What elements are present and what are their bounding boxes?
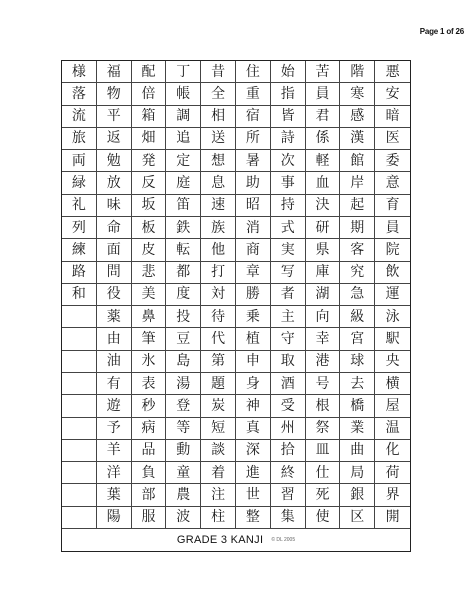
kanji-cell: 他 <box>201 239 236 261</box>
kanji-cell: 福 <box>97 61 132 83</box>
kanji-cell-blank <box>62 373 97 395</box>
kanji-sheet <box>61 60 411 552</box>
kanji-cell: 神 <box>236 395 271 417</box>
kanji-cell: 様 <box>62 61 97 83</box>
kanji-cell: 族 <box>201 217 236 239</box>
kanji-cell: 代 <box>201 328 236 350</box>
kanji-cell: 持 <box>271 195 306 217</box>
kanji-cell: 動 <box>166 440 201 462</box>
kanji-cell: 両 <box>62 150 97 172</box>
kanji-cell: 度 <box>166 284 201 306</box>
kanji-cell: 医 <box>375 128 410 150</box>
kanji-cell: 陽 <box>97 507 132 529</box>
kanji-cell: 油 <box>97 351 132 373</box>
kanji-cell-blank <box>62 395 97 417</box>
kanji-cell: 悲 <box>132 262 167 284</box>
kanji-cell: 開 <box>375 507 410 529</box>
kanji-cell: 血 <box>306 172 341 194</box>
kanji-cell: 丁 <box>166 61 201 83</box>
kanji-cell: 使 <box>306 507 341 529</box>
kanji-cell: 式 <box>271 217 306 239</box>
kanji-cell: 銀 <box>340 484 375 506</box>
kanji-cell-blank <box>62 351 97 373</box>
kanji-cell: 箱 <box>132 106 167 128</box>
kanji-cell: 県 <box>306 239 341 261</box>
kanji-cell: 筆 <box>132 328 167 350</box>
kanji-grid <box>62 61 410 529</box>
kanji-cell: 都 <box>166 262 201 284</box>
kanji-cell: 橋 <box>340 395 375 417</box>
kanji-cell: 根 <box>306 395 341 417</box>
kanji-cell-blank <box>62 306 97 328</box>
kanji-cell: 期 <box>340 217 375 239</box>
kanji-cell: 整 <box>236 507 271 529</box>
kanji-cell: 委 <box>375 150 410 172</box>
kanji-cell: 問 <box>97 262 132 284</box>
page-number-label: Page 1 of 26 <box>419 27 464 36</box>
kanji-cell-blank <box>62 462 97 484</box>
kanji-cell: 薬 <box>97 306 132 328</box>
kanji-cell: 究 <box>340 262 375 284</box>
kanji-cell: 湖 <box>306 284 341 306</box>
kanji-cell: 息 <box>201 172 236 194</box>
kanji-cell: 昭 <box>236 195 271 217</box>
kanji-cell: 宮 <box>340 328 375 350</box>
kanji-cell: 葉 <box>97 484 132 506</box>
kanji-cell: 宿 <box>236 106 271 128</box>
kanji-cell: 取 <box>271 351 306 373</box>
kanji-cell: 談 <box>201 440 236 462</box>
kanji-cell: 温 <box>375 418 410 440</box>
kanji-cell: 終 <box>271 462 306 484</box>
kanji-cell: 員 <box>375 217 410 239</box>
kanji-cell: 祭 <box>306 418 341 440</box>
kanji-cell: 題 <box>201 373 236 395</box>
kanji-cell: 表 <box>132 373 167 395</box>
kanji-cell: 酒 <box>271 373 306 395</box>
kanji-cell: 漢 <box>340 128 375 150</box>
kanji-cell: 配 <box>132 61 167 83</box>
kanji-cell: 短 <box>201 418 236 440</box>
kanji-cell: 央 <box>375 351 410 373</box>
kanji-cell: 章 <box>236 262 271 284</box>
kanji-cell: 研 <box>306 217 341 239</box>
kanji-cell: 身 <box>236 373 271 395</box>
kanji-cell: 化 <box>375 440 410 462</box>
kanji-cell: 号 <box>306 373 341 395</box>
kanji-cell: 畑 <box>132 128 167 150</box>
kanji-cell: 旅 <box>62 128 97 150</box>
kanji-cell: 仕 <box>306 462 341 484</box>
kanji-cell: 流 <box>62 106 97 128</box>
kanji-cell: 鼻 <box>132 306 167 328</box>
kanji-cell: 由 <box>97 328 132 350</box>
kanji-cell: 礼 <box>62 195 97 217</box>
kanji-cell: 対 <box>201 284 236 306</box>
kanji-cell: 列 <box>62 217 97 239</box>
kanji-cell: 皆 <box>271 106 306 128</box>
kanji-cell: 乗 <box>236 306 271 328</box>
kanji-cell: 板 <box>132 217 167 239</box>
kanji-cell: 服 <box>132 507 167 529</box>
kanji-cell: 所 <box>236 128 271 150</box>
kanji-cell: 去 <box>340 373 375 395</box>
kanji-cell: 平 <box>97 106 132 128</box>
kanji-cell: 安 <box>375 83 410 105</box>
kanji-cell-blank <box>62 507 97 529</box>
kanji-cell: 死 <box>306 484 341 506</box>
kanji-cell: 氷 <box>132 351 167 373</box>
kanji-cell: 練 <box>62 239 97 261</box>
kanji-cell: 洋 <box>97 462 132 484</box>
kanji-cell: 州 <box>271 418 306 440</box>
kanji-cell: 院 <box>375 239 410 261</box>
kanji-cell: 悪 <box>375 61 410 83</box>
kanji-cell: 反 <box>132 172 167 194</box>
kanji-cell: 和 <box>62 284 97 306</box>
kanji-cell: 負 <box>132 462 167 484</box>
kanji-cell: 物 <box>97 83 132 105</box>
kanji-cell: 打 <box>201 262 236 284</box>
kanji-cell: 味 <box>97 195 132 217</box>
kanji-cell: 炭 <box>201 395 236 417</box>
kanji-cell: 世 <box>236 484 271 506</box>
kanji-cell: 客 <box>340 239 375 261</box>
kanji-cell: 昔 <box>201 61 236 83</box>
kanji-cell: 苦 <box>306 61 341 83</box>
kanji-cell: 主 <box>271 306 306 328</box>
kanji-cell: 植 <box>236 328 271 350</box>
kanji-cell-blank <box>62 484 97 506</box>
kanji-cell: 写 <box>271 262 306 284</box>
kanji-cell: 助 <box>236 172 271 194</box>
kanji-cell: 運 <box>375 284 410 306</box>
kanji-cell: 守 <box>271 328 306 350</box>
kanji-cell-blank <box>62 328 97 350</box>
kanji-cell: 調 <box>166 106 201 128</box>
kanji-cell: 暑 <box>236 150 271 172</box>
kanji-cell: 決 <box>306 195 341 217</box>
kanji-cell: 詩 <box>271 128 306 150</box>
kanji-cell: 幸 <box>306 328 341 350</box>
kanji-cell: 待 <box>201 306 236 328</box>
kanji-cell: 童 <box>166 462 201 484</box>
kanji-cell: 指 <box>271 83 306 105</box>
kanji-cell: 品 <box>132 440 167 462</box>
kanji-cell: 暗 <box>375 106 410 128</box>
kanji-cell: 曲 <box>340 440 375 462</box>
kanji-cell: 第 <box>201 351 236 373</box>
kanji-cell: 館 <box>340 150 375 172</box>
kanji-cell: 全 <box>201 83 236 105</box>
copyright-notice: © DL 2005 <box>271 537 296 543</box>
kanji-cell: 遊 <box>97 395 132 417</box>
kanji-cell: 次 <box>271 150 306 172</box>
kanji-cell: 落 <box>62 83 97 105</box>
kanji-cell: 住 <box>236 61 271 83</box>
kanji-cell: 鉄 <box>166 217 201 239</box>
kanji-cell: 員 <box>306 83 341 105</box>
kanji-cell: 倍 <box>132 83 167 105</box>
kanji-cell: 荷 <box>375 462 410 484</box>
kanji-cell: 商 <box>236 239 271 261</box>
kanji-cell: 者 <box>271 284 306 306</box>
kanji-cell: 集 <box>271 507 306 529</box>
kanji-cell: 役 <box>97 284 132 306</box>
kanji-cell: 育 <box>375 195 410 217</box>
kanji-cell: 実 <box>271 239 306 261</box>
kanji-cell: 投 <box>166 306 201 328</box>
kanji-cell: 真 <box>236 418 271 440</box>
kanji-cell: 階 <box>340 61 375 83</box>
kanji-cell: 屋 <box>375 395 410 417</box>
kanji-cell: 笛 <box>166 195 201 217</box>
kanji-cell: 羊 <box>97 440 132 462</box>
kanji-cell: 美 <box>132 284 167 306</box>
kanji-cell: 受 <box>271 395 306 417</box>
kanji-cell: 拾 <box>271 440 306 462</box>
kanji-cell: 病 <box>132 418 167 440</box>
kanji-cell: 始 <box>271 61 306 83</box>
kanji-cell: 進 <box>236 462 271 484</box>
kanji-cell: 放 <box>97 172 132 194</box>
kanji-cell: 注 <box>201 484 236 506</box>
kanji-cell: 坂 <box>132 195 167 217</box>
kanji-cell: 命 <box>97 217 132 239</box>
kanji-cell: 横 <box>375 373 410 395</box>
kanji-cell: 感 <box>340 106 375 128</box>
kanji-cell: 着 <box>201 462 236 484</box>
kanji-cell: 定 <box>166 150 201 172</box>
kanji-cell: 岸 <box>340 172 375 194</box>
kanji-cell: 区 <box>340 507 375 529</box>
kanji-cell: 軽 <box>306 150 341 172</box>
kanji-cell: 部 <box>132 484 167 506</box>
kanji-cell: 緑 <box>62 172 97 194</box>
kanji-cell: 球 <box>340 351 375 373</box>
kanji-cell: 君 <box>306 106 341 128</box>
kanji-cell: 有 <box>97 373 132 395</box>
kanji-cell: 登 <box>166 395 201 417</box>
kanji-cell: 意 <box>375 172 410 194</box>
kanji-cell: 急 <box>340 284 375 306</box>
kanji-cell: 飲 <box>375 262 410 284</box>
kanji-cell: 返 <box>97 128 132 150</box>
kanji-cell-blank <box>62 418 97 440</box>
kanji-cell: 事 <box>271 172 306 194</box>
sheet-title: GRADE 3 KANJI <box>176 534 264 546</box>
kanji-cell: 庫 <box>306 262 341 284</box>
kanji-cell: 等 <box>166 418 201 440</box>
kanji-cell: 向 <box>306 306 341 328</box>
kanji-cell: 深 <box>236 440 271 462</box>
kanji-cell: 柱 <box>201 507 236 529</box>
kanji-cell: 駅 <box>375 328 410 350</box>
kanji-cell: 予 <box>97 418 132 440</box>
kanji-cell: 追 <box>166 128 201 150</box>
kanji-cell: 秒 <box>132 395 167 417</box>
kanji-cell: 転 <box>166 239 201 261</box>
kanji-cell: 皮 <box>132 239 167 261</box>
kanji-cell: 波 <box>166 507 201 529</box>
kanji-cell: 皿 <box>306 440 341 462</box>
kanji-cell: 発 <box>132 150 167 172</box>
kanji-cell: 勉 <box>97 150 132 172</box>
kanji-cell: 想 <box>201 150 236 172</box>
kanji-cell: 送 <box>201 128 236 150</box>
kanji-cell: 申 <box>236 351 271 373</box>
kanji-cell: 寒 <box>340 83 375 105</box>
kanji-cell: 港 <box>306 351 341 373</box>
kanji-cell: 島 <box>166 351 201 373</box>
kanji-cell: 路 <box>62 262 97 284</box>
kanji-cell: 泳 <box>375 306 410 328</box>
kanji-cell: 勝 <box>236 284 271 306</box>
kanji-cell: 習 <box>271 484 306 506</box>
kanji-cell: 起 <box>340 195 375 217</box>
kanji-cell: 農 <box>166 484 201 506</box>
kanji-cell: 重 <box>236 83 271 105</box>
kanji-cell: 湯 <box>166 373 201 395</box>
kanji-cell: 帳 <box>166 83 201 105</box>
kanji-cell-blank <box>62 440 97 462</box>
kanji-cell: 相 <box>201 106 236 128</box>
kanji-cell: 消 <box>236 217 271 239</box>
kanji-cell: 豆 <box>166 328 201 350</box>
kanji-cell: 庭 <box>166 172 201 194</box>
kanji-cell: 級 <box>340 306 375 328</box>
kanji-cell: 局 <box>340 462 375 484</box>
kanji-cell: 業 <box>340 418 375 440</box>
kanji-cell: 係 <box>306 128 341 150</box>
kanji-cell: 面 <box>97 239 132 261</box>
kanji-cell: 速 <box>201 195 236 217</box>
sheet-footer <box>62 529 410 551</box>
kanji-cell: 界 <box>375 484 410 506</box>
